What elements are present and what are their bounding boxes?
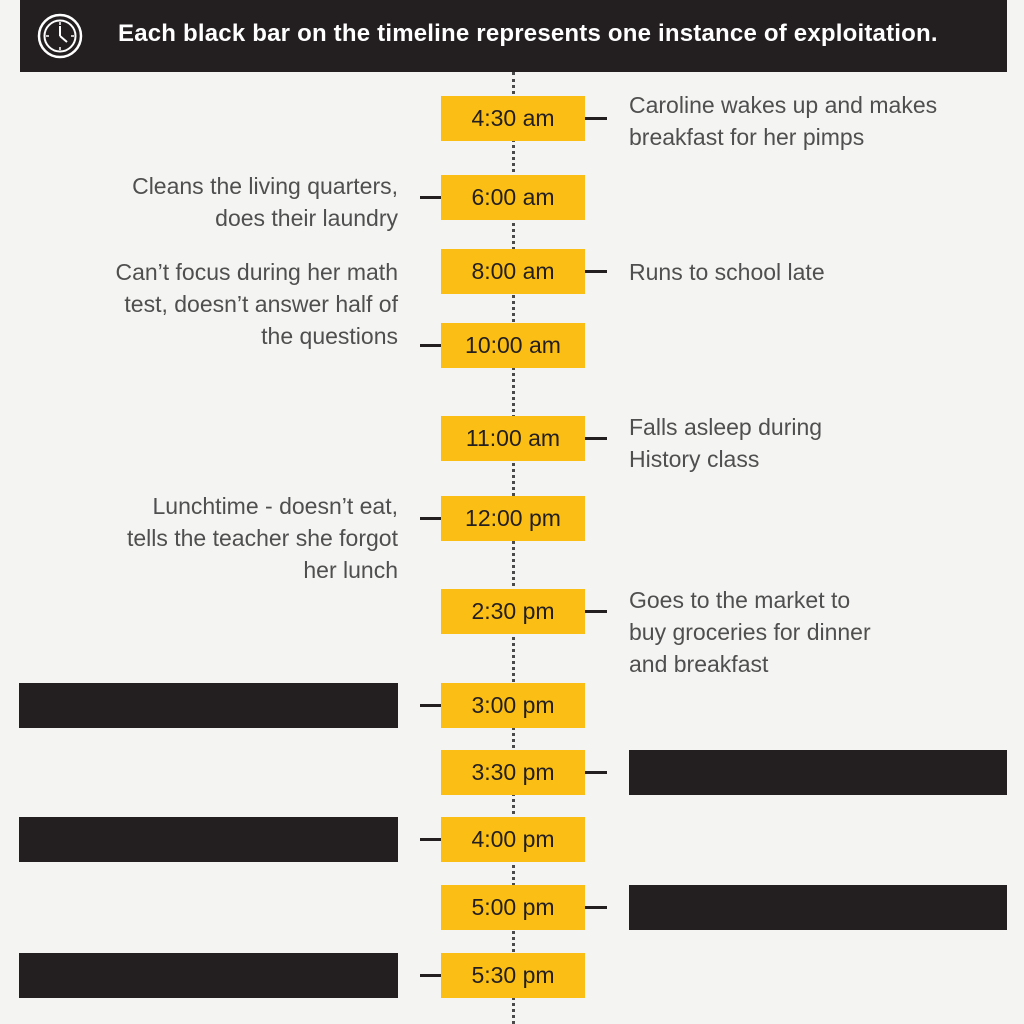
timeline-connector xyxy=(585,906,607,909)
timeline-row xyxy=(0,953,1024,998)
event-line: Can’t focus during her math xyxy=(115,259,398,285)
event-line: and breakfast xyxy=(629,651,769,677)
time-badge: 6:00 am xyxy=(441,175,585,220)
time-badge: 11:00 am xyxy=(441,416,585,461)
event-description xyxy=(68,170,398,234)
event-line: Runs to school late xyxy=(629,259,825,285)
event-line: breakfast for her pimps xyxy=(629,124,865,150)
exploitation-bar xyxy=(19,683,398,728)
time-badge: 3:00 pm xyxy=(441,683,585,728)
timeline-row xyxy=(0,817,1024,862)
time-badge: 5:30 pm xyxy=(441,953,585,998)
event-line: History class xyxy=(629,446,760,472)
event-description xyxy=(629,89,1009,153)
timeline-connector xyxy=(585,437,607,440)
event-description xyxy=(38,256,398,352)
timeline-connector xyxy=(420,974,441,977)
event-description xyxy=(48,490,398,586)
timeline-connector xyxy=(585,270,607,273)
timeline-connector xyxy=(420,517,441,520)
time-badge: 5:00 pm xyxy=(441,885,585,930)
time-badge: 12:00 pm xyxy=(441,496,585,541)
time-badge: 4:00 pm xyxy=(441,817,585,862)
event-line: her lunch xyxy=(303,557,398,583)
exploitation-bar xyxy=(629,750,1007,795)
event-line: buy groceries for dinner xyxy=(629,619,871,645)
clock-icon xyxy=(36,12,84,60)
exploitation-bar xyxy=(19,817,398,862)
timeline-connector xyxy=(420,704,441,707)
timeline-connector xyxy=(420,344,441,347)
event-line: Goes to the market to xyxy=(629,587,851,613)
header-banner xyxy=(20,0,1007,72)
timeline-row xyxy=(0,750,1024,795)
time-badge: 8:00 am xyxy=(441,249,585,294)
timeline-row xyxy=(0,885,1024,930)
time-badge: 4:30 am xyxy=(441,96,585,141)
exploitation-bar xyxy=(629,885,1007,930)
event-line: test, doesn’t answer half of xyxy=(124,291,398,317)
time-badge: 2:30 pm xyxy=(441,589,585,634)
event-line: Cleans the living quarters, xyxy=(132,173,398,199)
timeline-connector xyxy=(420,196,441,199)
timeline-connector xyxy=(585,771,607,774)
event-line: Falls asleep during xyxy=(629,414,823,440)
header-title: Each black bar on the timeline represents one instance of exploitation. xyxy=(118,20,938,47)
event-line: does their laundry xyxy=(215,205,398,231)
event-line: tells the teacher she forgot xyxy=(126,525,398,551)
timeline-connector xyxy=(420,838,441,841)
event-description xyxy=(629,411,1009,475)
timeline-connector xyxy=(585,117,607,120)
event-line: Caroline wakes up and makes xyxy=(629,92,938,118)
timeline-row xyxy=(0,683,1024,728)
timeline-connector xyxy=(585,610,607,613)
event-description xyxy=(629,584,1009,680)
event-line: Lunchtime - doesn’t eat, xyxy=(152,493,398,519)
exploitation-bar xyxy=(19,953,398,998)
time-badge: 3:30 pm xyxy=(441,750,585,795)
event-line: the questions xyxy=(261,323,398,349)
time-badge: 10:00 am xyxy=(441,323,585,368)
event-description xyxy=(629,256,1009,288)
